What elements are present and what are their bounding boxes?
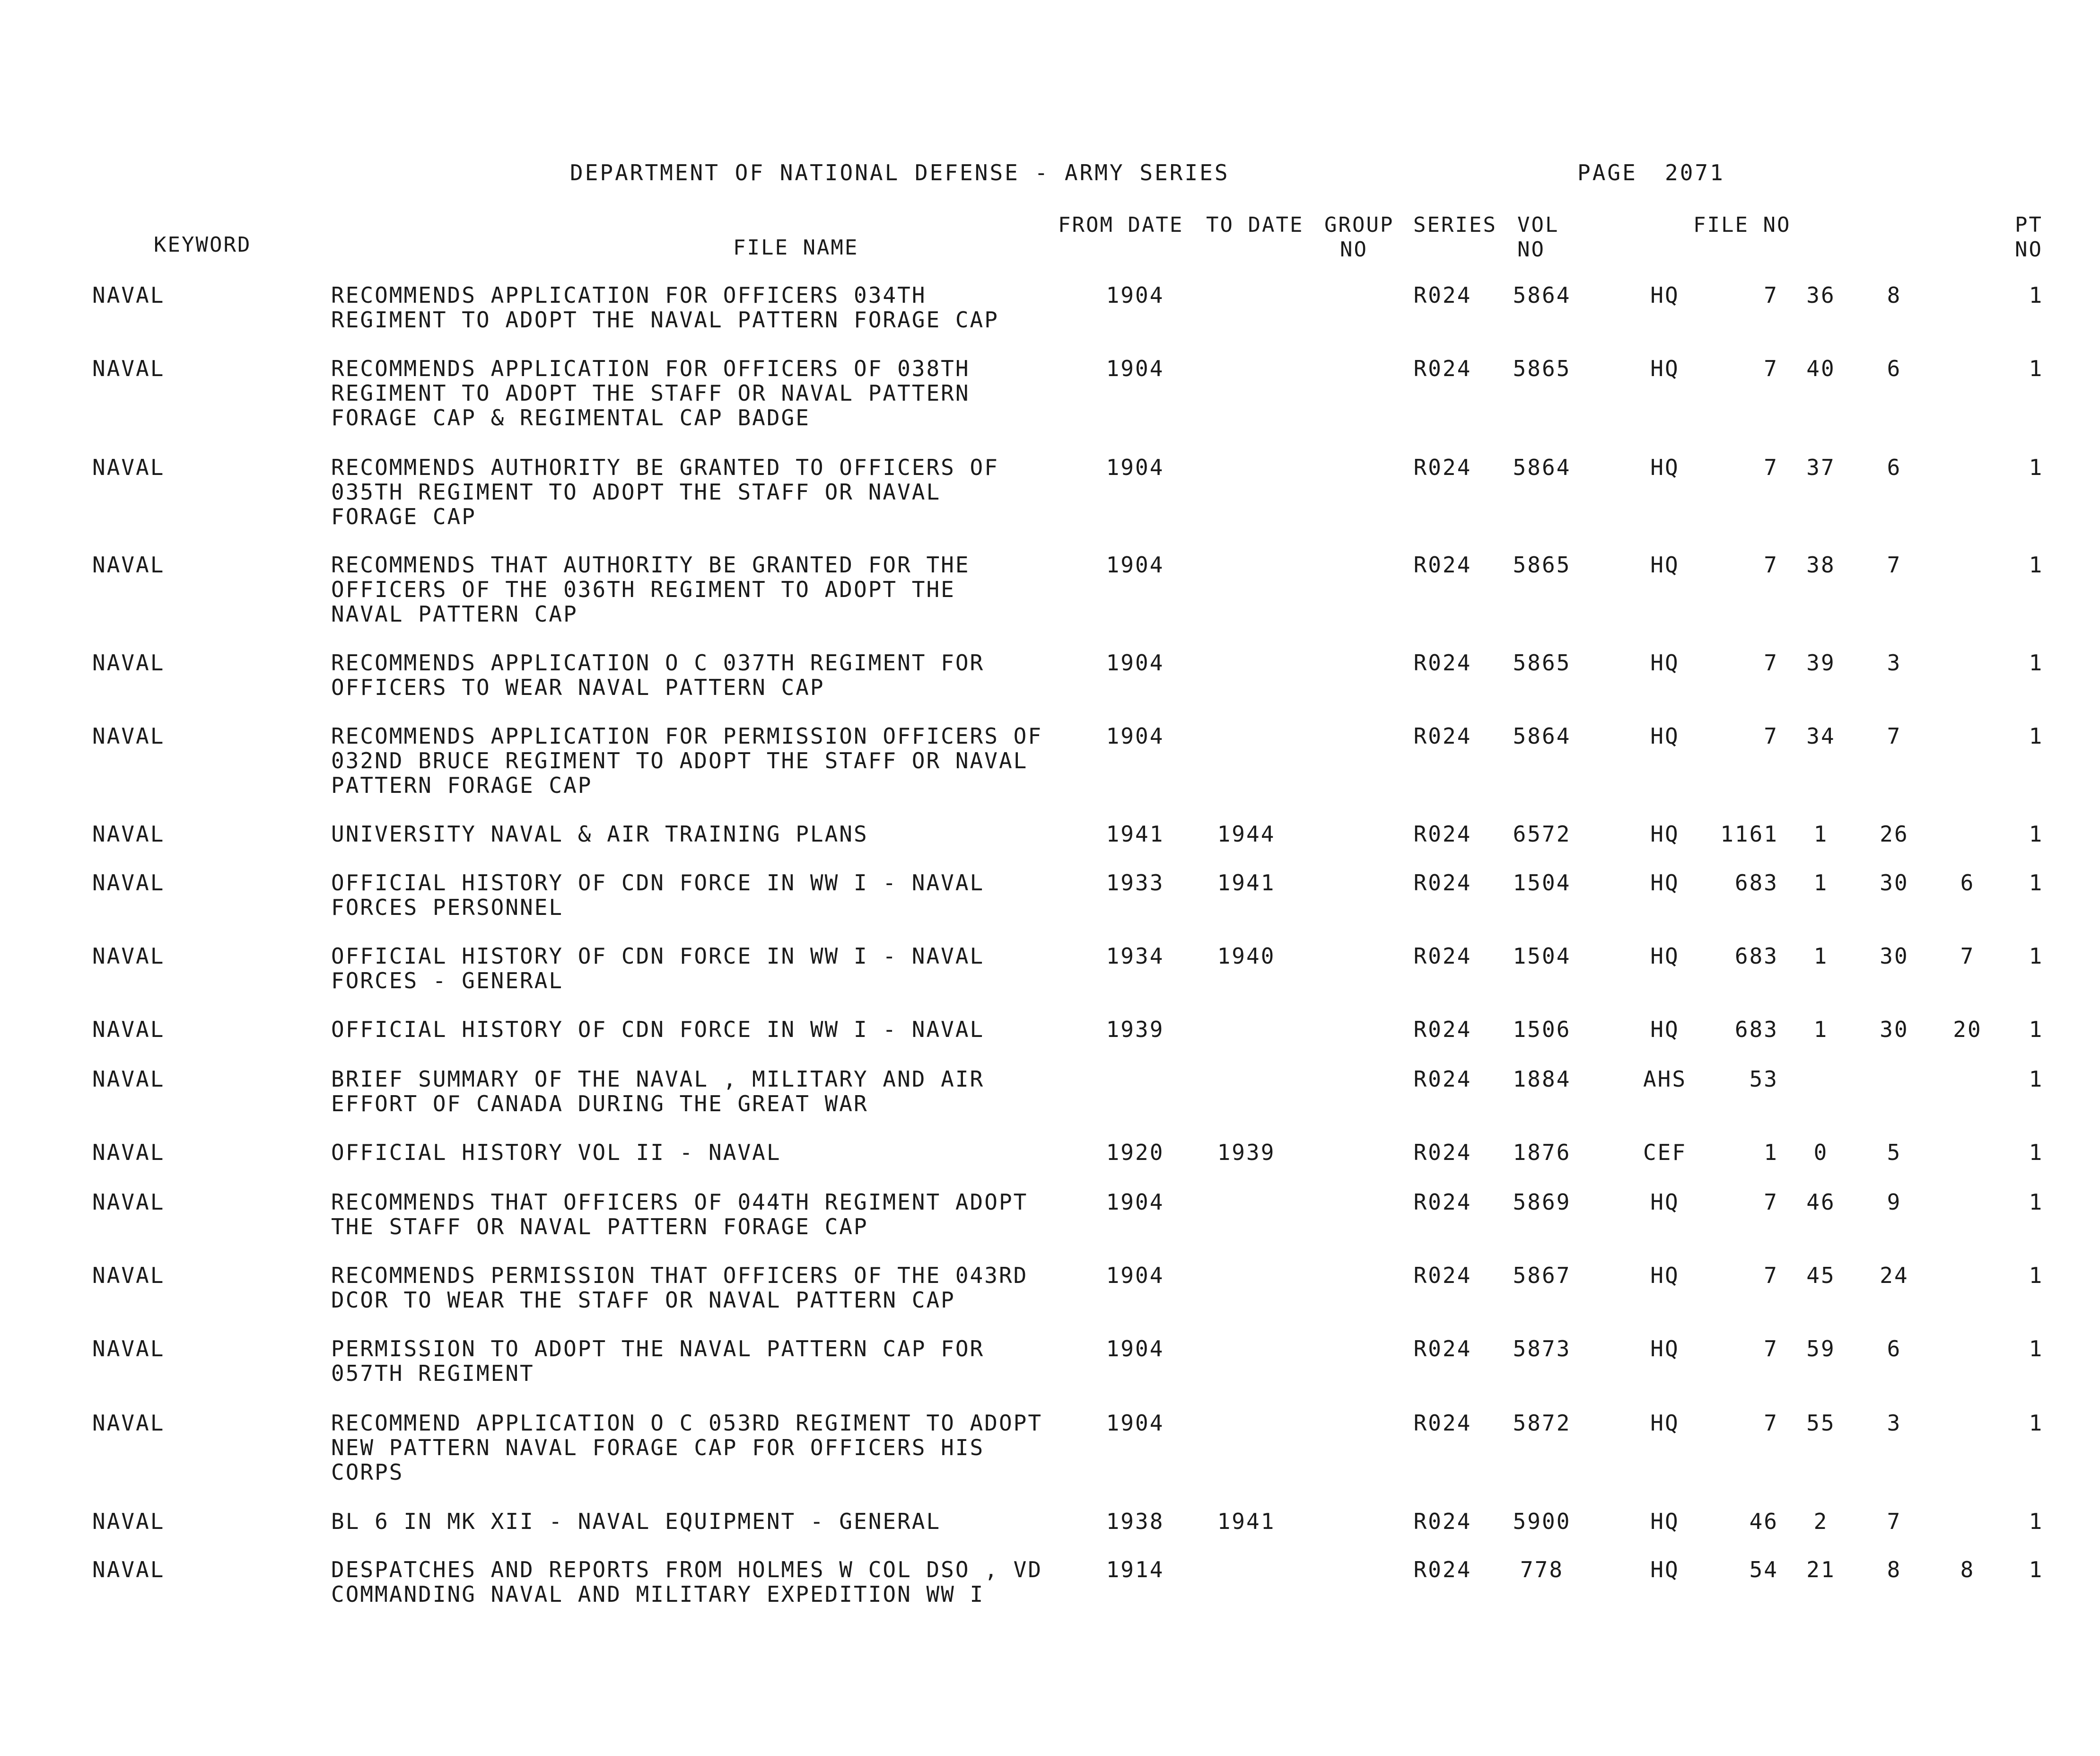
keyword-cell: NAVAL xyxy=(92,870,165,896)
from-date-cell: 1914 xyxy=(1106,1557,1164,1582)
file-no-prefix-cell: HQ xyxy=(1650,821,1680,847)
vol-cell: 5900 xyxy=(1513,1509,1571,1534)
file-no-prefix-cell: HQ xyxy=(1650,1263,1680,1288)
keyword-cell: NAVAL xyxy=(92,1336,165,1361)
file-no-part-cell: 7 xyxy=(1764,552,1778,578)
file-no-part-cell: 59 xyxy=(1806,1336,1836,1361)
keyword-cell: NAVAL xyxy=(92,650,165,676)
series-cell: R024 xyxy=(1413,943,1472,969)
header-series: SERIES xyxy=(1413,213,1497,237)
file-no-part-cell: 6 xyxy=(1960,870,1975,896)
file-no-part-cell: 7 xyxy=(1764,356,1778,381)
file-no-part-cell: 45 xyxy=(1806,1263,1836,1288)
file-no-part-cell: 21 xyxy=(1806,1557,1836,1582)
file-name-cell: RECOMMENDS THAT OFFICERS OF 044TH REGIMENT ADOPT THE STAFF OR NAVAL PATTERN FORAGE CAP xyxy=(331,1189,1028,1239)
file-no-part-cell: 5 xyxy=(1887,1140,1902,1165)
from-date-cell: 1904 xyxy=(1106,455,1164,480)
file-no-prefix-cell: HQ xyxy=(1650,870,1680,896)
from-date-cell: 1904 xyxy=(1106,1263,1164,1288)
file-no-prefix-cell: HQ xyxy=(1650,1557,1680,1582)
from-date-cell: 1904 xyxy=(1106,552,1164,578)
keyword-cell: NAVAL xyxy=(92,282,165,308)
page-title: DEPARTMENT OF NATIONAL DEFENSE - ARMY SERIES xyxy=(570,160,1230,185)
vol-cell: 5864 xyxy=(1513,282,1571,308)
file-no-part-cell: 1 xyxy=(1813,943,1829,969)
pt-no-cell: 1 xyxy=(2029,1263,2044,1288)
series-cell: R024 xyxy=(1413,1557,1472,1582)
vol-cell: 5864 xyxy=(1513,723,1571,749)
pt-no-cell: 1 xyxy=(2029,1509,2044,1534)
file-no-part-cell: 30 xyxy=(1880,1017,1909,1042)
pt-no-cell: 1 xyxy=(2029,870,2044,896)
file-no-part-cell: 55 xyxy=(1806,1410,1836,1436)
to-date-cell: 1941 xyxy=(1217,1509,1276,1534)
file-no-part-cell: 20 xyxy=(1953,1017,1982,1042)
from-date-cell: 1904 xyxy=(1106,1336,1164,1361)
vol-cell: 5865 xyxy=(1513,356,1571,381)
file-no-part-cell: 8 xyxy=(1887,282,1902,308)
pt-no-cell: 1 xyxy=(2029,1336,2044,1361)
keyword-cell: NAVAL xyxy=(92,1557,165,1582)
pt-no-cell: 1 xyxy=(2029,356,2044,381)
file-no-part-cell: 1 xyxy=(1764,1140,1778,1165)
file-no-part-cell: 7 xyxy=(1764,1263,1778,1288)
file-no-part-cell: 7 xyxy=(1764,1410,1778,1436)
pt-no-cell: 1 xyxy=(2029,723,2044,749)
from-date-cell: 1904 xyxy=(1106,650,1164,676)
keyword-cell: NAVAL xyxy=(92,356,165,381)
vol-cell: 1504 xyxy=(1513,870,1571,896)
to-date-cell: 1939 xyxy=(1217,1140,1276,1165)
file-no-part-cell: 7 xyxy=(1764,723,1778,749)
header-pt-no: NO xyxy=(2015,237,2043,262)
file-no-part-cell: 46 xyxy=(1749,1509,1778,1534)
file-no-part-cell: 7 xyxy=(1764,455,1778,480)
keyword-cell: NAVAL xyxy=(92,1509,165,1534)
file-name-cell: RECOMMENDS APPLICATION O C 037TH REGIMENT FOR OFFICERS TO WEAR NAVAL PATTERN CAP xyxy=(331,650,985,700)
series-cell: R024 xyxy=(1413,723,1472,749)
vol-cell: 5867 xyxy=(1513,1263,1571,1288)
series-cell: R024 xyxy=(1413,1336,1472,1361)
from-date-cell: 1938 xyxy=(1106,1509,1164,1534)
series-cell: R024 xyxy=(1413,552,1472,578)
file-name-cell: UNIVERSITY NAVAL & AIR TRAINING PLANS xyxy=(331,821,868,847)
vol-cell: 1504 xyxy=(1513,943,1571,969)
file-no-prefix-cell: HQ xyxy=(1650,1336,1680,1361)
file-no-part-cell: 6 xyxy=(1887,455,1902,480)
file-no-part-cell: 7 xyxy=(1764,1189,1778,1215)
header-group: GROUP xyxy=(1324,213,1394,237)
header-from-date: FROM DATE xyxy=(1058,213,1184,237)
from-date-cell: 1904 xyxy=(1106,282,1164,308)
keyword-cell: NAVAL xyxy=(92,1189,165,1215)
keyword-cell: NAVAL xyxy=(92,1066,165,1092)
header-vol: VOL xyxy=(1517,213,1559,237)
file-no-part-cell: 24 xyxy=(1880,1263,1909,1288)
file-no-part-cell: 2 xyxy=(1813,1509,1829,1534)
file-no-part-cell: 6 xyxy=(1887,1336,1902,1361)
keyword-cell: NAVAL xyxy=(92,723,165,749)
file-name-cell: RECOMMENDS APPLICATION FOR PERMISSION OFFICERS OF 032ND BRUCE REGIMENT TO ADOPT THE STAFF OR NAVAL PATTERN FORAGE CAP xyxy=(331,723,1043,798)
file-no-prefix-cell: HQ xyxy=(1650,1410,1680,1436)
file-no-prefix-cell: HQ xyxy=(1650,943,1680,969)
vol-cell: 5872 xyxy=(1513,1410,1571,1436)
keyword-cell: NAVAL xyxy=(92,455,165,480)
file-no-prefix-cell: HQ xyxy=(1650,1509,1680,1534)
file-name-cell: RECOMMENDS THAT AUTHORITY BE GRANTED FOR THE OFFICERS OF THE 036TH REGIMENT TO ADOPT THE NAVAL PATTERN CAP xyxy=(331,552,970,627)
vol-cell: 5864 xyxy=(1513,455,1571,480)
from-date-cell: 1904 xyxy=(1106,356,1164,381)
keyword-cell: NAVAL xyxy=(92,552,165,578)
pt-no-cell: 1 xyxy=(2029,650,2044,676)
header-file-name: FILE NAME xyxy=(733,236,859,260)
file-name-cell: OFFICIAL HISTORY OF CDN FORCE IN WW I - NAVAL FORCES - GENERAL xyxy=(331,943,985,993)
file-no-part-cell: 0 xyxy=(1813,1140,1829,1165)
file-no-part-cell: 39 xyxy=(1806,650,1836,676)
to-date-cell: 1940 xyxy=(1217,943,1276,969)
file-no-part-cell: 683 xyxy=(1734,943,1778,969)
file-no-prefix-cell: HQ xyxy=(1650,1189,1680,1215)
header-group-no: NO xyxy=(1340,237,1368,262)
file-no-part-cell: 8 xyxy=(1960,1557,1975,1582)
header-vol-no: NO xyxy=(1517,237,1545,262)
pt-no-cell: 1 xyxy=(2029,1017,2044,1042)
file-name-cell: OFFICIAL HISTORY OF CDN FORCE IN WW I - NAVAL xyxy=(331,1017,985,1042)
file-no-part-cell: 7 xyxy=(1887,1509,1902,1534)
file-name-cell: OFFICIAL HISTORY OF CDN FORCE IN WW I - NAVAL FORCES PERSONNEL xyxy=(331,870,985,920)
series-cell: R024 xyxy=(1413,1140,1472,1165)
vol-cell: 5865 xyxy=(1513,552,1571,578)
series-cell: R024 xyxy=(1413,1509,1472,1534)
from-date-cell: 1904 xyxy=(1106,1189,1164,1215)
file-no-prefix-cell: CEF xyxy=(1643,1140,1687,1165)
file-name-cell: BRIEF SUMMARY OF THE NAVAL , MILITARY AND AIR EFFORT OF CANADA DURING THE GREAT WAR xyxy=(331,1066,985,1116)
file-no-part-cell: 36 xyxy=(1806,282,1836,308)
to-date-cell: 1944 xyxy=(1217,821,1276,847)
file-no-part-cell: 6 xyxy=(1887,356,1902,381)
from-date-cell: 1941 xyxy=(1106,821,1164,847)
series-cell: R024 xyxy=(1413,650,1472,676)
keyword-cell: NAVAL xyxy=(92,1410,165,1436)
file-no-part-cell: 26 xyxy=(1880,821,1909,847)
file-no-part-cell: 37 xyxy=(1806,455,1836,480)
file-no-prefix-cell: HQ xyxy=(1650,650,1680,676)
file-no-prefix-cell: HQ xyxy=(1650,1017,1680,1042)
series-cell: R024 xyxy=(1413,356,1472,381)
header-pt: PT xyxy=(2015,213,2043,237)
file-name-cell: BL 6 IN MK XII - NAVAL EQUIPMENT - GENERAL xyxy=(331,1509,941,1534)
file-no-prefix-cell: AHS xyxy=(1643,1066,1687,1092)
header-to-date: TO DATE xyxy=(1206,213,1304,237)
file-no-prefix-cell: HQ xyxy=(1650,356,1680,381)
page-label: PAGE xyxy=(1577,160,1637,185)
file-no-part-cell: 30 xyxy=(1880,870,1909,896)
file-no-part-cell: 40 xyxy=(1806,356,1836,381)
file-name-cell: RECOMMEND APPLICATION O C 053RD REGIMENT TO ADOPT NEW PATTERN NAVAL FORAGE CAP FOR OFFICERS HIS CORPS xyxy=(331,1410,1043,1485)
file-name-cell: PERMISSION TO ADOPT THE NAVAL PATTERN CAP FOR 057TH REGIMENT xyxy=(331,1336,985,1386)
file-no-part-cell: 34 xyxy=(1806,723,1836,749)
pt-no-cell: 1 xyxy=(2029,282,2044,308)
file-no-part-cell: 7 xyxy=(1764,282,1778,308)
file-no-part-cell: 30 xyxy=(1880,943,1909,969)
file-no-part-cell: 683 xyxy=(1734,870,1778,896)
vol-cell: 5873 xyxy=(1513,1336,1571,1361)
file-no-part-cell: 7 xyxy=(1887,552,1902,578)
file-name-cell: DESPATCHES AND REPORTS FROM HOLMES W COL DSO , VD COMMANDING NAVAL AND MILITARY EXPEDITION WW I xyxy=(331,1557,1043,1607)
keyword-cell: NAVAL xyxy=(92,821,165,847)
keyword-cell: NAVAL xyxy=(92,1263,165,1288)
vol-cell: 6572 xyxy=(1513,821,1571,847)
file-no-part-cell: 1 xyxy=(1813,1017,1829,1042)
file-no-part-cell: 3 xyxy=(1887,1410,1902,1436)
pt-no-cell: 1 xyxy=(2029,1557,2044,1582)
vol-cell: 1884 xyxy=(1513,1066,1571,1092)
file-no-prefix-cell: HQ xyxy=(1650,552,1680,578)
series-cell: R024 xyxy=(1413,1189,1472,1215)
from-date-cell: 1934 xyxy=(1106,943,1164,969)
to-date-cell: 1941 xyxy=(1217,870,1276,896)
vol-cell: 778 xyxy=(1520,1557,1564,1582)
file-no-part-cell: 7 xyxy=(1764,1336,1778,1361)
pt-no-cell: 1 xyxy=(2029,1189,2044,1215)
file-no-prefix-cell: HQ xyxy=(1650,282,1680,308)
series-cell: R024 xyxy=(1413,282,1472,308)
file-no-part-cell: 46 xyxy=(1806,1189,1836,1215)
file-no-part-cell: 9 xyxy=(1887,1189,1902,1215)
file-name-cell: RECOMMENDS AUTHORITY BE GRANTED TO OFFICERS OF 035TH REGIMENT TO ADOPT THE STAFF OR NAVAL FORAGE CAP xyxy=(331,455,999,529)
series-cell: R024 xyxy=(1413,870,1472,896)
from-date-cell: 1939 xyxy=(1106,1017,1164,1042)
file-no-part-cell: 1161 xyxy=(1720,821,1778,847)
from-date-cell: 1904 xyxy=(1106,1410,1164,1436)
series-cell: R024 xyxy=(1413,1017,1472,1042)
pt-no-cell: 1 xyxy=(2029,552,2044,578)
header-keyword: KEYWORD xyxy=(154,233,252,257)
keyword-cell: NAVAL xyxy=(92,1017,165,1042)
keyword-cell: NAVAL xyxy=(92,1140,165,1165)
file-no-part-cell: 3 xyxy=(1887,650,1902,676)
file-no-part-cell: 8 xyxy=(1887,1557,1902,1582)
pt-no-cell: 1 xyxy=(2029,1410,2044,1436)
pt-no-cell: 1 xyxy=(2029,455,2044,480)
file-no-prefix-cell: HQ xyxy=(1650,723,1680,749)
file-no-part-cell: 1 xyxy=(1813,870,1829,896)
vol-cell: 1876 xyxy=(1513,1140,1571,1165)
file-no-part-cell: 1 xyxy=(1813,821,1829,847)
file-no-part-cell: 7 xyxy=(1887,723,1902,749)
pt-no-cell: 1 xyxy=(2029,821,2044,847)
file-no-part-cell: 53 xyxy=(1749,1066,1778,1092)
vol-cell: 5865 xyxy=(1513,650,1571,676)
series-cell: R024 xyxy=(1413,1410,1472,1436)
file-no-part-cell: 38 xyxy=(1806,552,1836,578)
series-cell: R024 xyxy=(1413,455,1472,480)
file-name-cell: RECOMMENDS PERMISSION THAT OFFICERS OF THE 043RD DCOR TO WEAR THE STAFF OR NAVAL PATTERN CAP xyxy=(331,1263,1028,1313)
from-date-cell: 1920 xyxy=(1106,1140,1164,1165)
file-no-part-cell: 54 xyxy=(1749,1557,1778,1582)
vol-cell: 1506 xyxy=(1513,1017,1571,1042)
from-date-cell: 1904 xyxy=(1106,723,1164,749)
header-file-no: FILE NO xyxy=(1693,213,1791,237)
series-cell: R024 xyxy=(1413,821,1472,847)
file-no-prefix-cell: HQ xyxy=(1650,455,1680,480)
page-number: 2071 xyxy=(1665,160,1725,185)
file-name-cell: OFFICIAL HISTORY VOL II - NAVAL xyxy=(331,1140,781,1165)
file-no-part-cell: 7 xyxy=(1960,943,1975,969)
series-cell: R024 xyxy=(1413,1066,1472,1092)
from-date-cell: 1933 xyxy=(1106,870,1164,896)
file-no-part-cell: 683 xyxy=(1734,1017,1778,1042)
pt-no-cell: 1 xyxy=(2029,1066,2044,1092)
series-cell: R024 xyxy=(1413,1263,1472,1288)
file-no-part-cell: 7 xyxy=(1764,650,1778,676)
keyword-cell: NAVAL xyxy=(92,943,165,969)
pt-no-cell: 1 xyxy=(2029,1140,2044,1165)
vol-cell: 5869 xyxy=(1513,1189,1571,1215)
file-name-cell: RECOMMENDS APPLICATION FOR OFFICERS OF 038TH REGIMENT TO ADOPT THE STAFF OR NAVAL PATTERN FORAGE CAP & REGIMENTAL CAP BADGE xyxy=(331,356,970,430)
pt-no-cell: 1 xyxy=(2029,943,2044,969)
file-name-cell: RECOMMENDS APPLICATION FOR OFFICERS 034TH REGIMENT TO ADOPT THE NAVAL PATTERN FORAGE CAP xyxy=(331,282,999,333)
